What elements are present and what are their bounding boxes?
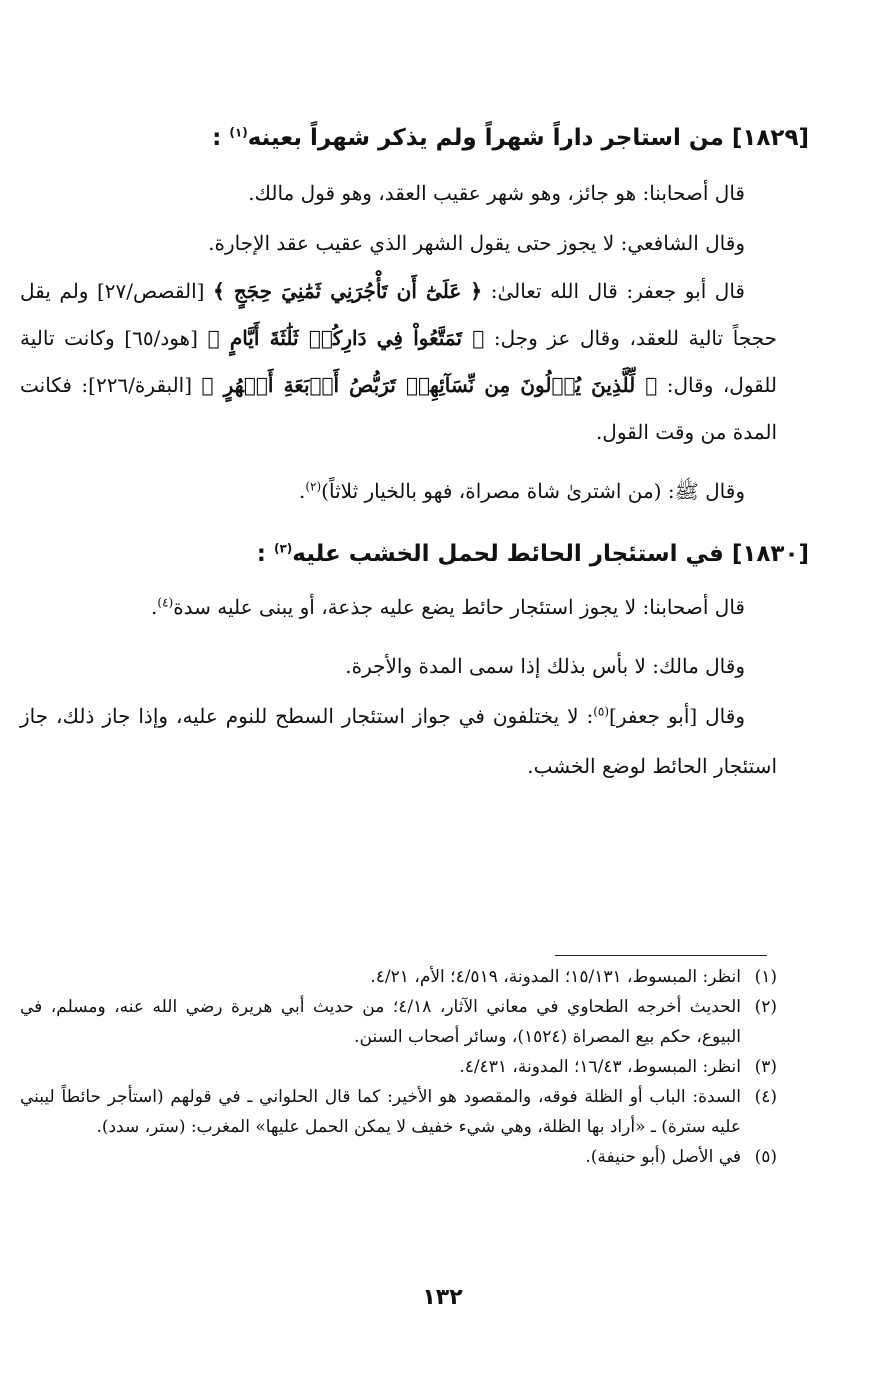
page-number: ١٣٢ <box>422 1285 463 1310</box>
section-heading-1830: [١٨٣٠] في استئجار الحائط لحمل الخشب عليه$^{(٣)}$ : <box>256 541 809 567</box>
footnote-ref: (٣) <box>273 541 293 556</box>
footnote-text: السدة: الباب أو الظلة فوقه، والمقصود هو الأخير: كما قال الحلواني ـ في قولهم (استأجر حائطاً ليبني عليه سترة) ـ «أراد بها الظلة، وهي شيء خفيف لا يمكن الحمل عليها» المغرب: (ستر، سدد). <box>20 1087 741 1137</box>
footnote-text: انظر: المبسوط، ١٦/٤٣؛ المدونة، ٤/٤٣١. <box>459 1057 741 1077</box>
footnote-ref: (٤) <box>157 595 174 610</box>
footnote-text: انظر: المبسوط، ١٥/١٣١؛ المدونة، ٤/٥١٩؛ الأم، ٤/٢١. <box>370 967 741 987</box>
footnote-text: الحديث أخرجه الطحاوي في معاني الآثار، ٤/١٨؛ من حديث أبي هريرة رضي الله عنه، ومسلم، في البيوع، حكم بيع المصراة (١٥٢٤)، وسائر أصحاب السنن. <box>20 997 742 1047</box>
footnote-ref: (٢) <box>305 479 322 494</box>
footnote <box>20 1142 777 1172</box>
footnote-text: في الأصل (أبو حنيفة). <box>585 1147 741 1167</box>
paragraph: قال أصحابنا: هو جائز، وهو شهر عقيب العقد، وهو قول مالك. <box>248 181 745 205</box>
footnote-ref: (٥) <box>593 704 610 719</box>
section-title: من استاجر داراً شهراً ولم يذكر شهراً بعينه <box>247 125 732 151</box>
footnote <box>20 1082 777 1142</box>
section-number: [١٨٣٠] <box>731 541 809 567</box>
footnote-number: (٢) <box>754 997 777 1017</box>
footnote-number: (٥) <box>754 1147 777 1167</box>
footnote-number: (١) <box>754 967 777 987</box>
footnote <box>20 962 777 992</box>
footnote <box>20 1052 777 1082</box>
paragraph: قال أصحابنا: لا يجوز استئجار حائط يضع عليه جذعة، أو يبنى عليه سدة$^{(٤)}$. <box>151 595 745 619</box>
paragraph: وقال الشافعي: لا يجوز حتى يقول الشهر الذي عقيب عقد الإجارة. <box>208 231 745 255</box>
footnote-number: (٣) <box>754 1057 777 1077</box>
section-title: في استئجار الحائط لحمل الخشب عليه <box>292 541 732 567</box>
footnote-number: (٤) <box>754 1087 777 1107</box>
paragraph: وقال ﷺ: (من اشترىٰ شاة مصراة، فهو بالخيار ثلاثاً)$^{(٢)}$. <box>298 479 745 503</box>
quran-verse: ﴿ تَمَتَّعُواْ فِي دَارِكُمۡ ثَلَٰثَةَ أَيَّامٍ ﴾ <box>207 326 485 350</box>
quran-verse: ﴿ عَلَىٰٓ أَن تَأْجُرَنِي ثَمَٰنِيَ حِجَجٍ ﴾ <box>213 279 483 303</box>
main-text <box>20 118 809 791</box>
footnote-divider <box>555 955 767 956</box>
quran-verse: ﴿ لِّلَّذِينَ يُؤۡلُونَ مِن نِّسَآئِهِمۡ تَرَبُّصُ أَرۡبَعَةِ أَشۡهُرٍ ﴾ <box>201 373 658 397</box>
footnote <box>20 992 777 1052</box>
section-heading-1829: [١٨٢٩] من استاجر داراً شهراً ولم يذكر شهراً بعينه$^{(١)}$ : <box>212 125 809 151</box>
section-number: [١٨٢٩] <box>731 125 809 151</box>
paragraph-with-verses: قال أبو جعفر: قال الله تعالىٰ: ﴿ عَلَىٰٓ أَن تَأْجُرَنِي ثَمَٰنِيَ حِجَجٍ ﴾ [القصص/٢٧] ولم يقل حججاً تالية للعقد، وقال عز وجل: ﴿ تَمَتَّعُواْ فِي دَارِكُمۡ ثَلَٰثَةَ أَيَّامٍ ﴾ [هود/٦٥] وكانت تالية للقول، وقال: ﴿ لِّلَّذِينَ يُؤۡلُونَ مِن نِّسَآئِهِمۡ تَرَبُّصُ أَرۡبَعَةِ أَشۡهُرٍ ﴾ [البقرة/٢٢٦]: فكانت المدة من وقت القول. <box>20 279 778 444</box>
footnote-ref: (١) <box>229 125 248 140</box>
paragraph: وقال مالك: لا بأس بذلك إذا سمى المدة والأجرة. <box>345 654 745 678</box>
paragraph: وقال [أبو جعفر]$^{(٥)}$: لا يختلفون في جواز استئجار السطح للنوم عليه، وإذا جاز ذلك، جاز استئجار الحائط لوضع الخشب. <box>20 704 777 778</box>
footnotes <box>20 962 777 1172</box>
